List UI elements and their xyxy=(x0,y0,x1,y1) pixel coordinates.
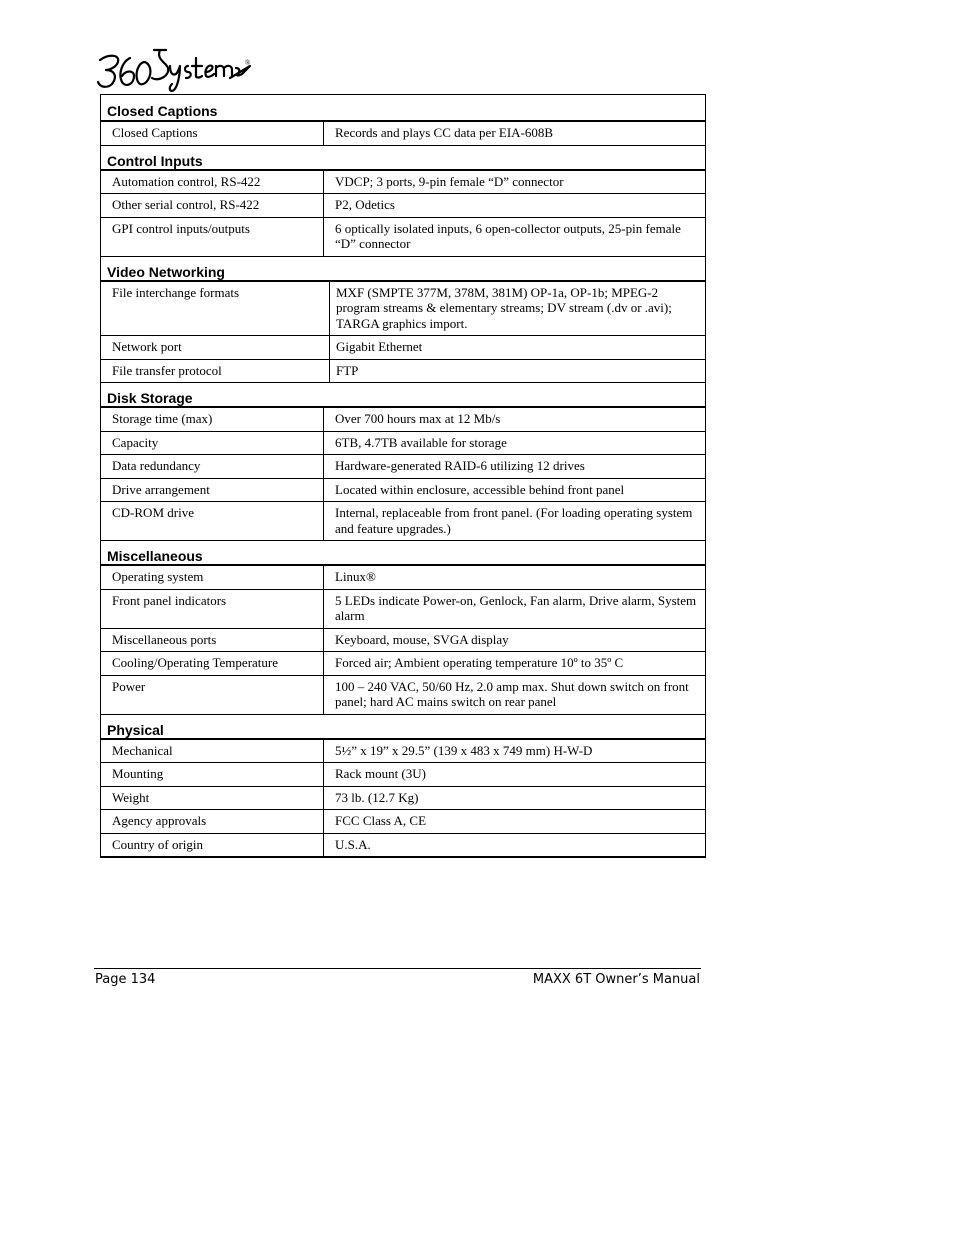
spec-label: Front panel indicators xyxy=(101,590,324,628)
table-row xyxy=(101,122,705,145)
spec-value: Rack mount (3U) xyxy=(335,766,426,781)
table-row xyxy=(101,652,705,676)
spec-label: Operating system xyxy=(101,566,324,589)
spec-value: VDCP; 3 ports, 9-pin female “D” connector xyxy=(335,173,564,189)
spec-value: 73 lb. (12.7 Kg) xyxy=(335,789,419,805)
spec-label: Network port xyxy=(101,336,330,359)
spec-value: 5 LEDs indicate Power-on, Genlock, Fan alarm, Drive alarm, System alarm xyxy=(335,592,697,623)
table-row xyxy=(101,171,705,195)
spec-label: File transfer protocol xyxy=(101,360,330,383)
table-row xyxy=(101,787,705,811)
manual-title: MAXX 6T Owner’s Manual xyxy=(532,972,700,987)
table-row xyxy=(101,479,705,503)
spec-value: Internal, replaceable from front panel. (For loading operating system and feature upgrades.) xyxy=(335,505,693,536)
table-row xyxy=(101,834,705,857)
spec-label: Capacity xyxy=(101,432,324,455)
table-row xyxy=(101,218,705,256)
table-row xyxy=(101,432,705,456)
table-row xyxy=(101,676,705,714)
registered-mark: ® xyxy=(245,59,251,67)
table-row xyxy=(101,740,705,764)
spec-label: Miscellaneous ports xyxy=(101,629,324,652)
spec-value: 100 – 240 VAC, 50/60 Hz, 2.0 amp max. Shut down switch on front panel; hard AC mains switch on rear panel xyxy=(335,678,689,709)
spec-value: Located within enclosure, accessible behind front panel xyxy=(335,481,625,497)
section-miscellaneous xyxy=(101,540,705,714)
spec-value: 6TB, 4.7TB available for storage xyxy=(335,434,507,450)
spec-value: Records and plays CC data per EIA-608B xyxy=(335,125,554,140)
section-heading: Closed Captions xyxy=(101,95,705,122)
spec-value: MXF (SMPTE 377M, 378M, 381M) OP-1a, OP-1b; MPEG-2 program streams & elementary streams; DV stream (.dv or .avi); TARGA graphics import. xyxy=(336,284,672,331)
spec-label: Closed Captions xyxy=(101,122,324,145)
section-physical xyxy=(101,714,705,857)
spec-value: Linux® xyxy=(335,569,376,584)
page-number: Page 134 xyxy=(95,972,156,987)
table-row xyxy=(101,360,705,383)
spec-value: 5½” x 19” x 29.5” (139 x 483 x 749 mm) H-W-D xyxy=(335,742,593,758)
table-row xyxy=(101,590,705,629)
spec-value: Over 700 hours max at 12 Mb/s xyxy=(335,411,501,426)
section-closed-captions xyxy=(101,95,705,145)
spec-value: Forced air; Ambient operating temperature 10º to 35º C xyxy=(335,655,624,670)
spec-value: P2, Odetics xyxy=(335,197,395,212)
table-row xyxy=(101,282,705,337)
footer-divider xyxy=(94,968,701,969)
table-row xyxy=(101,194,705,218)
spec-label: Data redundancy xyxy=(101,455,324,478)
spec-label: Cooling/Operating Temperature xyxy=(101,652,324,675)
spec-value: 6 optically isolated inputs, 6 open-collector outputs, 25-pin female “D” connector xyxy=(335,220,681,251)
spec-label: Power xyxy=(101,676,324,714)
spec-value: Hardware-generated RAID-6 utilizing 12 drives xyxy=(335,458,585,473)
spec-label: Mounting xyxy=(101,763,324,786)
table-row xyxy=(101,566,705,590)
section-heading: Physical xyxy=(101,714,705,740)
spec-value: Keyboard, mouse, SVGA display xyxy=(335,631,509,647)
logo-script-mark xyxy=(96,46,256,94)
section-heading: Control Inputs xyxy=(101,145,705,171)
section-heading: Miscellaneous xyxy=(101,540,705,566)
spec-label: Agency approvals xyxy=(101,810,324,833)
spec-label: Country of origin xyxy=(101,834,324,857)
spec-label: Automation control, RS-422 xyxy=(101,171,324,194)
company-logo xyxy=(96,46,256,94)
table-row xyxy=(101,629,705,653)
spec-label: Weight xyxy=(101,787,324,810)
table-row xyxy=(101,810,705,834)
table-row xyxy=(101,408,705,432)
spec-label: File interchange formats xyxy=(101,282,330,336)
spec-label: Storage time (max) xyxy=(101,408,324,431)
spec-value: Gigabit Ethernet xyxy=(336,339,423,354)
spec-label: GPI control inputs/outputs xyxy=(101,218,324,256)
section-heading: Video Networking xyxy=(101,256,705,282)
spec-label: CD-ROM drive xyxy=(101,502,324,540)
spec-label: Mechanical xyxy=(101,740,324,763)
spec-value: FTP xyxy=(336,362,359,378)
section-heading: Disk Storage xyxy=(101,382,705,408)
section-video-networking xyxy=(101,256,705,383)
table-row xyxy=(101,502,705,540)
spec-value: U.S.A. xyxy=(335,836,371,852)
specifications-table xyxy=(100,94,706,858)
table-row xyxy=(101,455,705,479)
spec-value: FCC Class A, CE xyxy=(335,813,427,828)
table-row xyxy=(101,336,705,360)
section-disk-storage xyxy=(101,382,705,540)
table-row xyxy=(101,763,705,787)
spec-label: Drive arrangement xyxy=(101,479,324,502)
spec-label: Other serial control, RS-422 xyxy=(101,194,324,217)
section-control-inputs xyxy=(101,145,705,256)
